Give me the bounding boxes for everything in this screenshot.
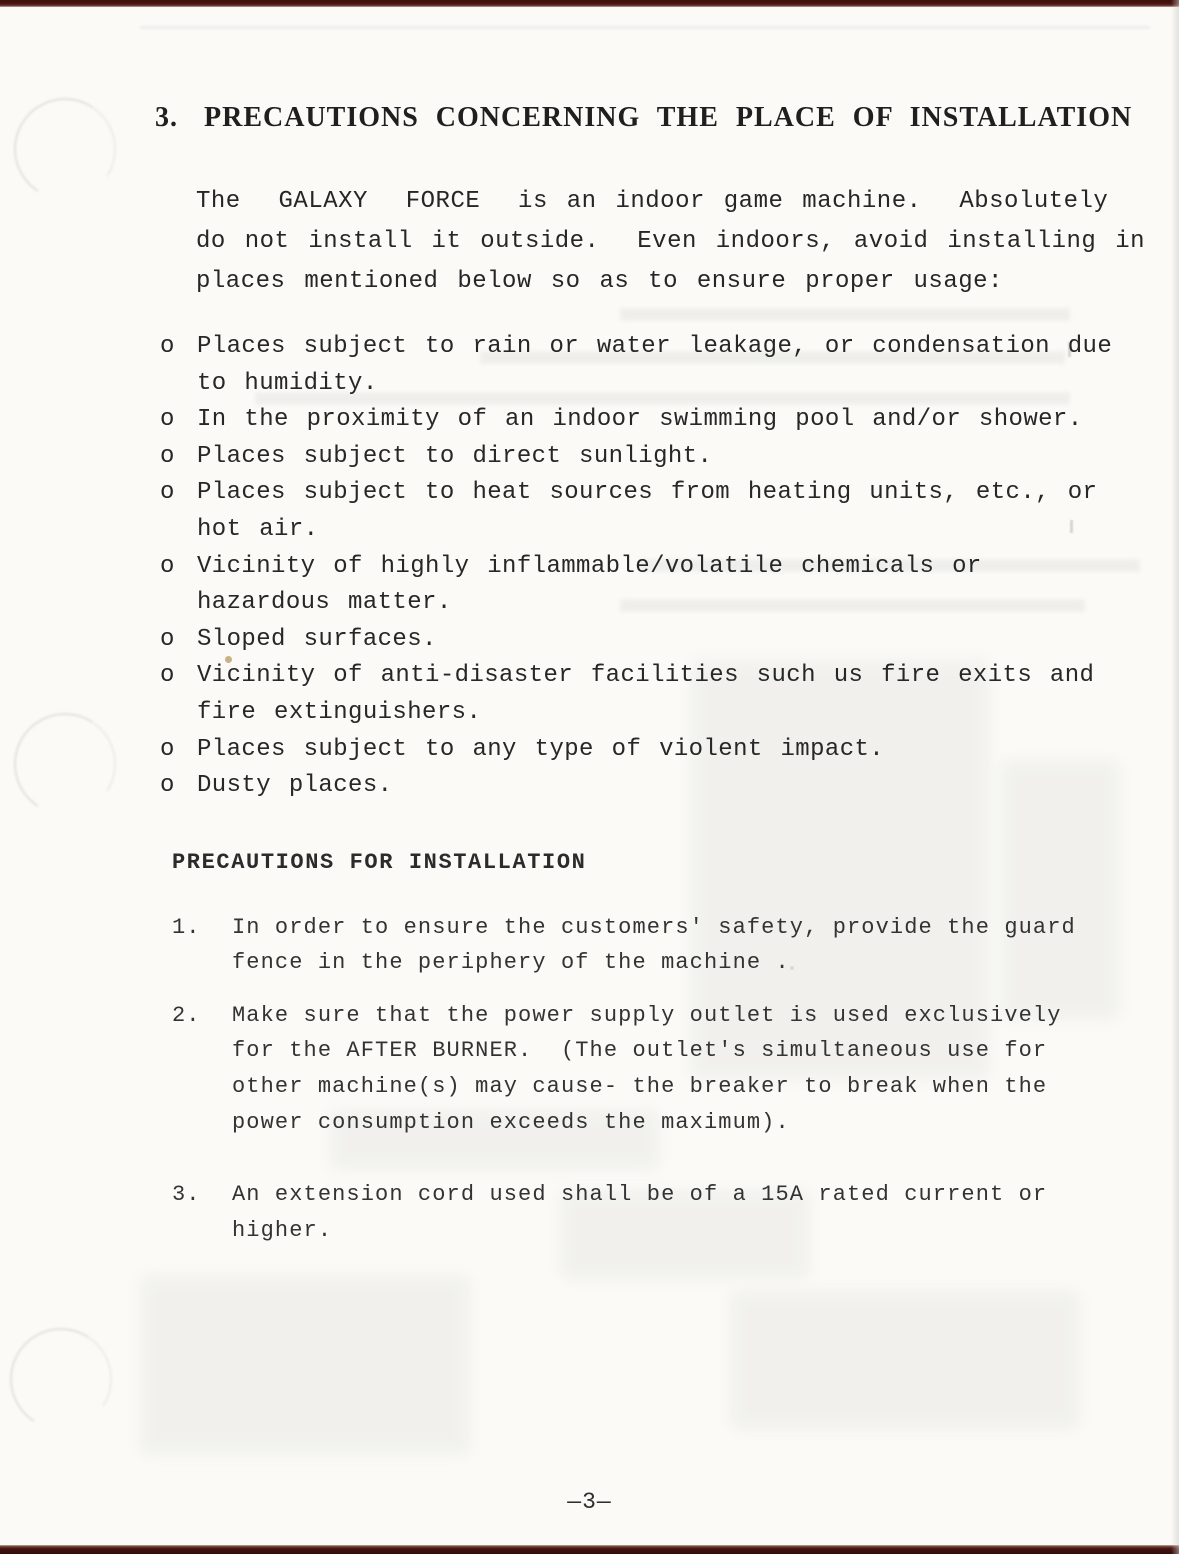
list-item-line: Vicinity of anti-disaster facilities such us fire exits and [197, 662, 1095, 690]
item-number: 1. [172, 914, 201, 940]
list-item [160, 329, 1112, 402]
list-item-line: Places subject to heat sources from heating units, etc., or [197, 479, 1098, 507]
item-number: 2. [172, 1002, 201, 1028]
list-item-line: to humidity. [197, 369, 378, 397]
numbered-item [172, 1177, 1076, 1248]
item-line: Make sure that the power supply outlet is used exclusively [232, 1002, 1062, 1028]
item-line: for the AFTER BURNER. (The outlet's simultaneous use for [232, 1038, 1048, 1064]
bullet-marker: o [160, 625, 175, 653]
installation-section [172, 845, 1076, 1248]
list-item-line: Sloped surfaces. [197, 625, 437, 653]
page-edge-shadow [1171, 0, 1179, 1554]
list-item [160, 475, 1112, 548]
bullet-marker: o [160, 479, 175, 507]
bullet-marker: o [160, 772, 175, 800]
list-item [160, 439, 1112, 476]
item-number: 3. [172, 1182, 201, 1208]
list-item [160, 549, 1112, 622]
item-line: other machine(s) may cause- the breaker to break when the [232, 1073, 1048, 1099]
item-line: higher. [232, 1217, 333, 1243]
list-item-line: fire extinguishers. [197, 698, 482, 726]
list-item-line: Places subject to any type of violent impact. [197, 735, 885, 763]
scan-noise-line [140, 26, 1150, 29]
binder-hole-mark [5, 89, 126, 210]
intro-line: The GALAXY FORCE is an indoor game machine. Absolutely [196, 188, 1109, 215]
installation-heading: PRECAUTIONS FOR INSTALLATION [172, 850, 587, 875]
item-line: An extension cord used shall be of a 15A rated current or [232, 1182, 1048, 1208]
bullet-marker: o [160, 735, 175, 763]
bullet-marker: o [160, 662, 175, 690]
list-item-line: hazardous matter. [197, 589, 452, 617]
section-title [155, 102, 1132, 134]
bullet-marker: o [160, 442, 175, 470]
list-item-line: Places subject to rain or water leakage, or condensation due [197, 333, 1113, 360]
places-to-avoid-list [160, 329, 1112, 805]
list-item-line: hot air. [197, 515, 319, 543]
page-number: —3— [567, 1489, 612, 1515]
scan-edge-bar-bottom [0, 1545, 1179, 1554]
numbered-item [172, 910, 1076, 981]
item-line: power consumption exceeds the maximum). [232, 1109, 790, 1135]
list-item-line: Dusty places. [197, 772, 393, 800]
bleed-through-artifact [730, 1290, 1080, 1430]
item-line: fence in the periphery of the machine . [232, 950, 790, 976]
numbered-item [172, 998, 1076, 1140]
bleed-through-artifact [140, 1275, 470, 1455]
list-item [160, 658, 1112, 731]
bleed-through-artifact [620, 308, 1070, 321]
list-item-line: In the proximity of an indoor swimming pool and/or shower. [197, 406, 1083, 434]
list-item [160, 768, 1112, 805]
intro-paragraph [196, 182, 1145, 302]
binder-hole-mark [1, 1319, 122, 1440]
list-item-line: Vicinity of highly inflammable/volatile chemicals or [197, 552, 982, 580]
binder-hole-mark [5, 704, 126, 825]
bullet-marker: o [160, 552, 175, 580]
section-number: 3. [155, 102, 178, 133]
list-item [160, 622, 1112, 659]
intro-line: do not install it outside. Even indoors, avoid installing in [196, 228, 1146, 255]
bullet-marker: o [160, 333, 175, 360]
list-item-line: Places subject to direct sunlight. [197, 442, 713, 470]
list-item [160, 402, 1112, 439]
scan-edge-bar-top [0, 0, 1179, 7]
list-item [160, 732, 1112, 769]
intro-line: places mentioned below so as to ensure proper usage: [196, 268, 1003, 295]
bullet-marker: o [160, 406, 175, 434]
section-title-text: PRECAUTIONS CONCERNING THE PLACE OF INSTALLATION [204, 102, 1133, 133]
item-line: In order to ensure the customers' safety, provide the guard [232, 914, 1076, 940]
